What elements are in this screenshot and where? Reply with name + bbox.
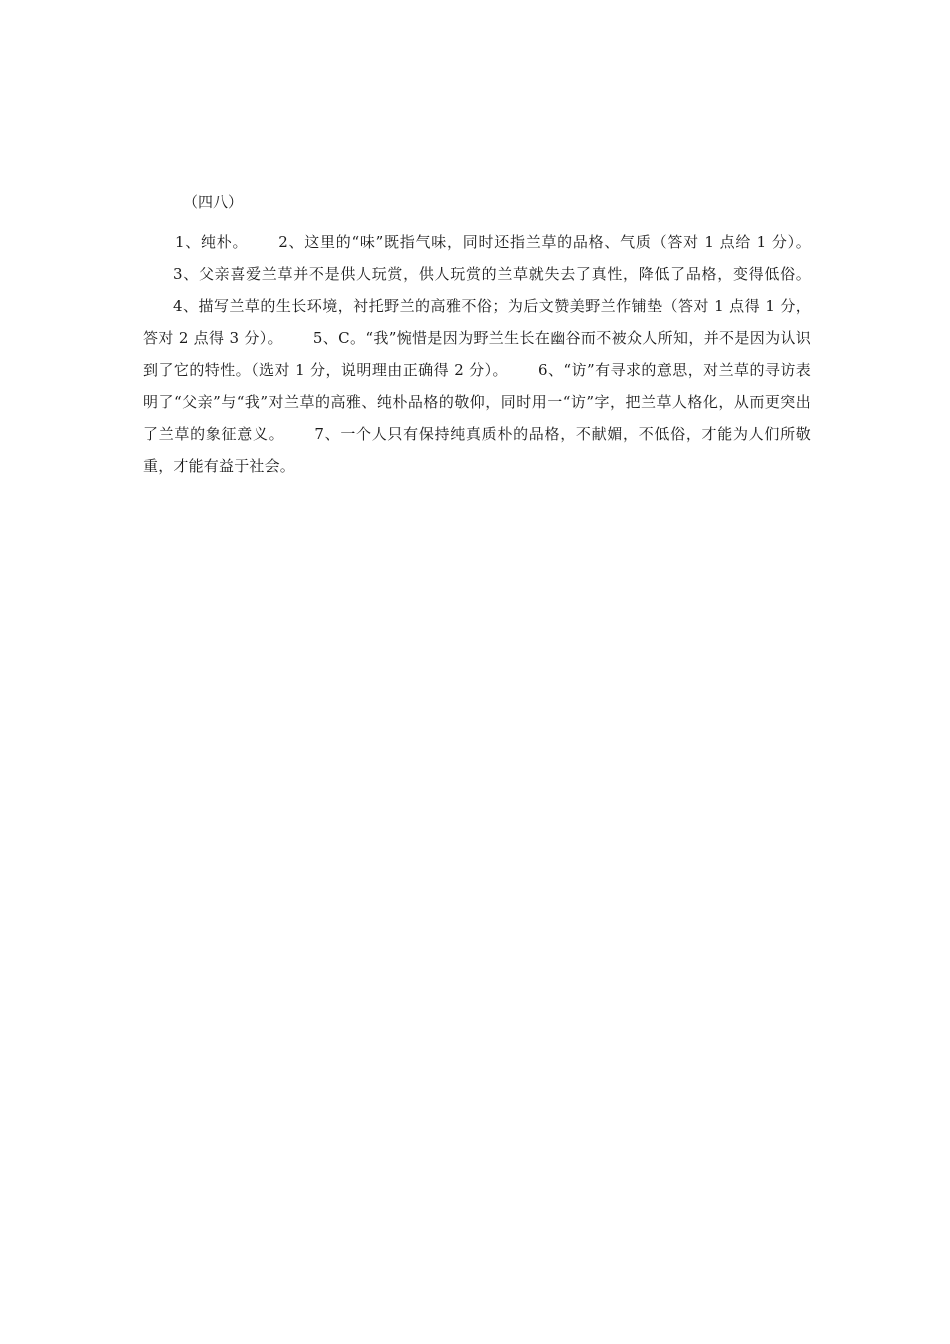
answer-6: 6、“访”有寻求的意思，对兰草的寻访表明了“父亲”与“我”对兰草的高雅、纯朴品格的敬仰，同时用一“访”字，把兰草人格化，从而更突出了兰草的象征意义。	[143, 361, 811, 443]
answer-5: 5、C。“我”惋惜是因为野兰生长在幽谷而不被众人所知，并不是因为认识到了它的特性。（选对 1 分，说明理由正确得 2 分）。	[143, 329, 811, 379]
answer-4: 4、描写兰草的生长环境，衬托野兰的高雅不俗；为后文赞美野兰作铺垫（答对 1 点得 1 分，答对 2 点得 3 分）。	[143, 297, 811, 347]
answer-1: 1、纯朴。	[175, 233, 249, 251]
section-title: （四八）	[183, 193, 244, 211]
answer-3: 3、父亲喜爱兰草并不是供人玩赏，供人玩赏的兰草就失去了真性，降低了品格，变得低俗。	[173, 265, 811, 283]
answer-7: 7、一个人只有保持纯真质朴的品格，不献媚，不低俗，才能为人们所敬重，才能有益于社会。	[143, 425, 811, 475]
answer-2: 2、这里的“味”既指气味，同时还指兰草的品格、气质（答对 1 点给 1 分）。	[278, 233, 812, 251]
answer-paragraph	[143, 226, 811, 482]
